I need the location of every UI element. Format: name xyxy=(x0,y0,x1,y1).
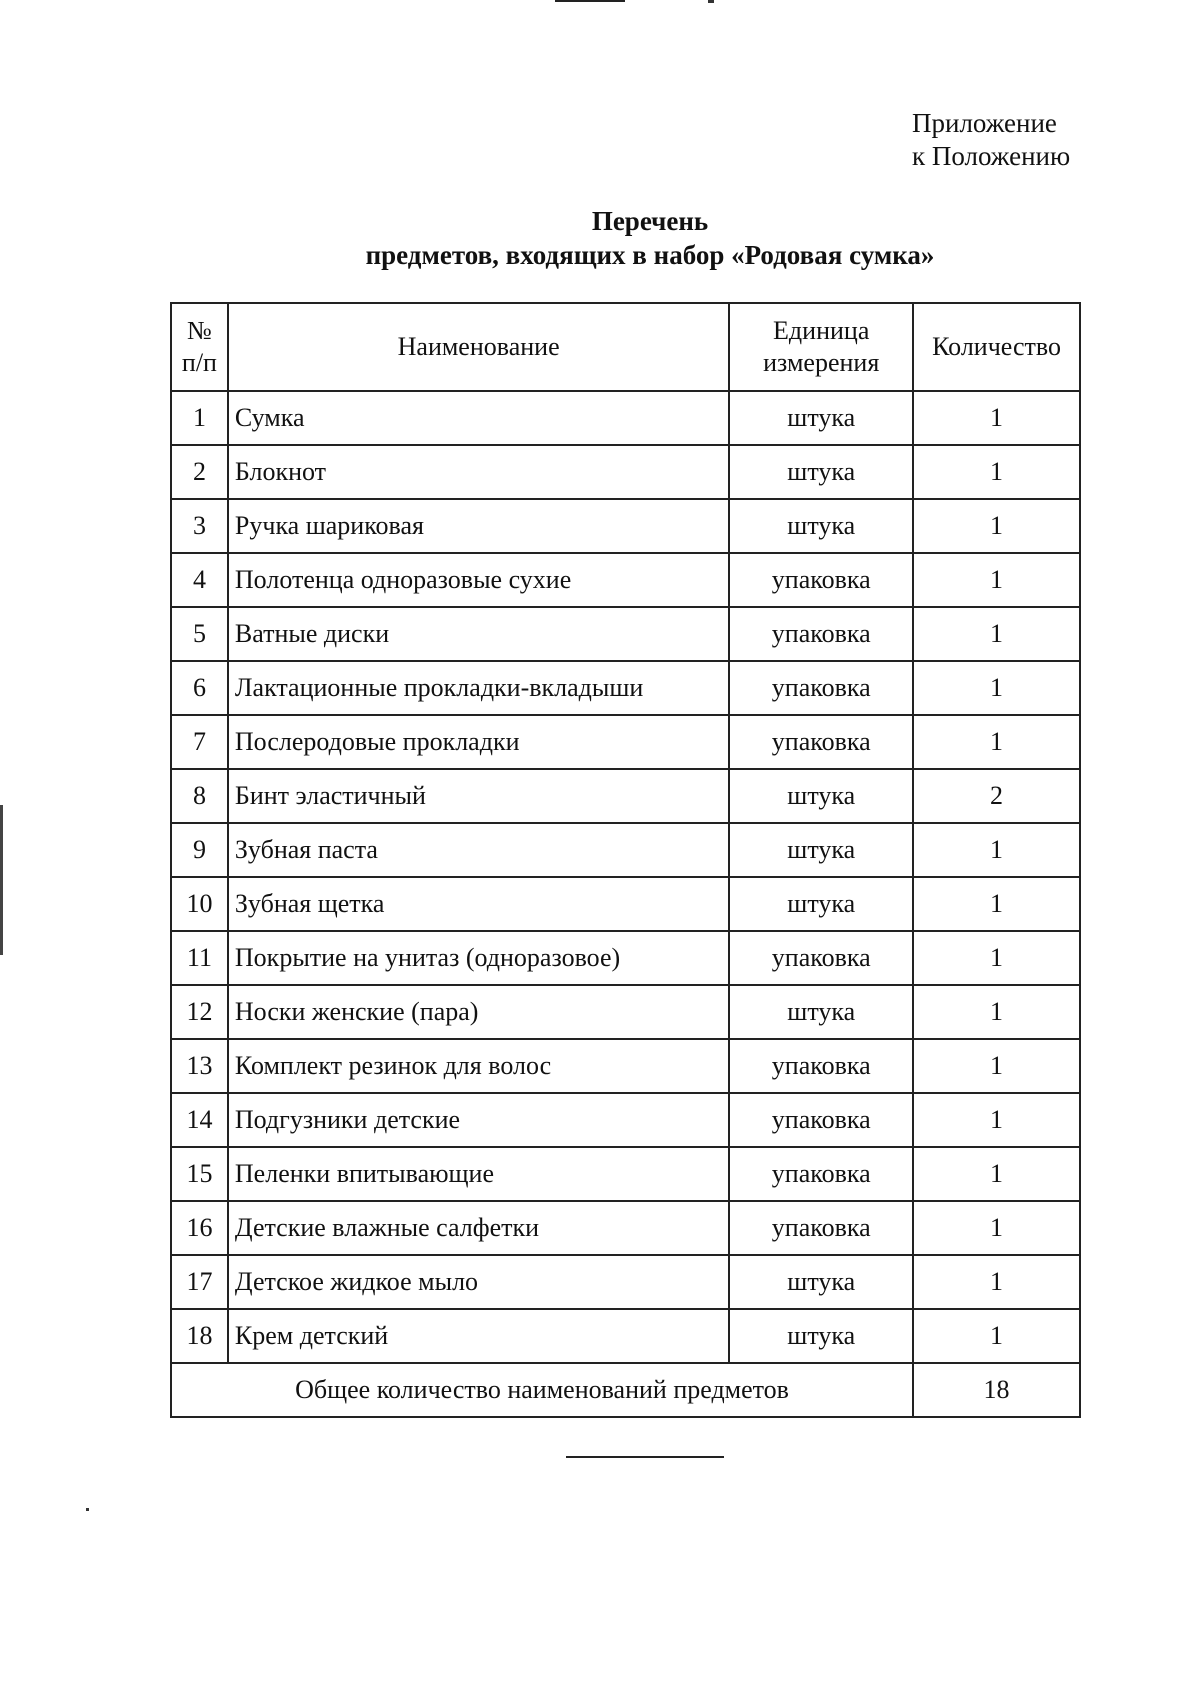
scan-mark xyxy=(0,805,3,955)
table-row xyxy=(171,877,1080,931)
items-table xyxy=(170,302,1081,1418)
row-unit: упаковка xyxy=(729,1147,913,1201)
row-name: Подгузники детские xyxy=(228,1093,729,1147)
row-name: Бинт эластичный xyxy=(228,769,729,823)
row-unit: упаковка xyxy=(729,931,913,985)
row-number: 4 xyxy=(171,553,228,607)
row-unit: упаковка xyxy=(729,1093,913,1147)
scan-mark xyxy=(708,0,714,3)
appendix-line-2: к Положению xyxy=(912,141,1071,171)
table-row xyxy=(171,769,1080,823)
row-quantity: 1 xyxy=(913,607,1080,661)
table-row xyxy=(171,823,1080,877)
appendix-note xyxy=(912,107,1070,173)
row-unit: упаковка xyxy=(729,1039,913,1093)
table-row xyxy=(171,1255,1080,1309)
document-title xyxy=(250,204,1050,272)
row-quantity: 1 xyxy=(913,391,1080,445)
table-header-row xyxy=(171,303,1080,391)
row-quantity: 1 xyxy=(913,553,1080,607)
row-name: Детские влажные салфетки xyxy=(228,1201,729,1255)
row-quantity: 1 xyxy=(913,877,1080,931)
table-row xyxy=(171,1093,1080,1147)
row-number: 11 xyxy=(171,931,228,985)
header-name: Наименование xyxy=(228,303,729,391)
row-unit: штука xyxy=(729,985,913,1039)
row-name: Пеленки впитывающие xyxy=(228,1147,729,1201)
header-unit: Единица измерения xyxy=(729,303,913,391)
total-label: Общее количество наименований предметов xyxy=(171,1363,913,1417)
row-unit: штука xyxy=(729,823,913,877)
row-name: Детское жидкое мыло xyxy=(228,1255,729,1309)
scan-mark xyxy=(555,0,625,2)
table-row xyxy=(171,715,1080,769)
row-number: 13 xyxy=(171,1039,228,1093)
row-name: Комплект резинок для волос xyxy=(228,1039,729,1093)
row-quantity: 1 xyxy=(913,823,1080,877)
table-row xyxy=(171,985,1080,1039)
table-row xyxy=(171,499,1080,553)
row-unit: штука xyxy=(729,1255,913,1309)
row-name: Ватные диски xyxy=(228,607,729,661)
table-row xyxy=(171,553,1080,607)
end-divider xyxy=(566,1456,724,1458)
row-name: Лактационные прокладки-вкладыши xyxy=(228,661,729,715)
row-unit: упаковка xyxy=(729,661,913,715)
row-unit: штука xyxy=(729,1309,913,1363)
header-number: № п/п xyxy=(171,303,228,391)
total-value: 18 xyxy=(913,1363,1080,1417)
row-number: 3 xyxy=(171,499,228,553)
row-quantity: 1 xyxy=(913,1039,1080,1093)
title-line-1: Перечень xyxy=(591,206,709,236)
row-quantity: 1 xyxy=(913,661,1080,715)
row-unit: упаковка xyxy=(729,553,913,607)
row-name: Ручка шариковая xyxy=(228,499,729,553)
row-number: 15 xyxy=(171,1147,228,1201)
table-row xyxy=(171,1309,1080,1363)
row-number: 18 xyxy=(171,1309,228,1363)
row-name: Зубная паста xyxy=(228,823,729,877)
row-unit: упаковка xyxy=(729,715,913,769)
row-unit: штука xyxy=(729,391,913,445)
row-unit: штука xyxy=(729,445,913,499)
row-quantity: 1 xyxy=(913,1147,1080,1201)
row-name: Блокнот xyxy=(228,445,729,499)
row-name: Полотенца одноразовые сухие xyxy=(228,553,729,607)
table-row xyxy=(171,1147,1080,1201)
row-unit: штука xyxy=(729,499,913,553)
row-unit: штука xyxy=(729,877,913,931)
table-row xyxy=(171,1039,1080,1093)
table-row xyxy=(171,931,1080,985)
row-quantity: 2 xyxy=(913,769,1080,823)
row-quantity: 1 xyxy=(913,715,1080,769)
row-quantity: 1 xyxy=(913,931,1080,985)
row-number: 14 xyxy=(171,1093,228,1147)
row-number: 1 xyxy=(171,391,228,445)
row-number: 16 xyxy=(171,1201,228,1255)
row-quantity: 1 xyxy=(913,445,1080,499)
row-name: Послеродовые прокладки xyxy=(228,715,729,769)
appendix-line-1: Приложение xyxy=(912,108,1057,138)
row-quantity: 1 xyxy=(913,1309,1080,1363)
row-number: 7 xyxy=(171,715,228,769)
row-number: 2 xyxy=(171,445,228,499)
row-quantity: 1 xyxy=(913,985,1080,1039)
row-name: Покрытие на унитаз (одноразовое) xyxy=(228,931,729,985)
row-unit: упаковка xyxy=(729,607,913,661)
row-number: 17 xyxy=(171,1255,228,1309)
row-number: 8 xyxy=(171,769,228,823)
table-row xyxy=(171,607,1080,661)
row-name: Крем детский xyxy=(228,1309,729,1363)
row-quantity: 1 xyxy=(913,499,1080,553)
row-number: 9 xyxy=(171,823,228,877)
row-unit: штука xyxy=(729,769,913,823)
row-number: 5 xyxy=(171,607,228,661)
table-row xyxy=(171,445,1080,499)
header-quantity: Количество xyxy=(913,303,1080,391)
row-name: Сумка xyxy=(228,391,729,445)
row-number: 6 xyxy=(171,661,228,715)
row-quantity: 1 xyxy=(913,1093,1080,1147)
total-row xyxy=(171,1363,1080,1417)
table-row xyxy=(171,661,1080,715)
row-name: Носки женские (пара) xyxy=(228,985,729,1039)
row-quantity: 1 xyxy=(913,1201,1080,1255)
row-number: 10 xyxy=(171,877,228,931)
scan-speck xyxy=(86,1508,89,1511)
row-name: Зубная щетка xyxy=(228,877,729,931)
row-unit: упаковка xyxy=(729,1201,913,1255)
row-quantity: 1 xyxy=(913,1255,1080,1309)
row-number: 12 xyxy=(171,985,228,1039)
table-row xyxy=(171,391,1080,445)
table-row xyxy=(171,1201,1080,1255)
title-line-2: предметов, входящих в набор «Родовая сумка» xyxy=(365,240,935,270)
